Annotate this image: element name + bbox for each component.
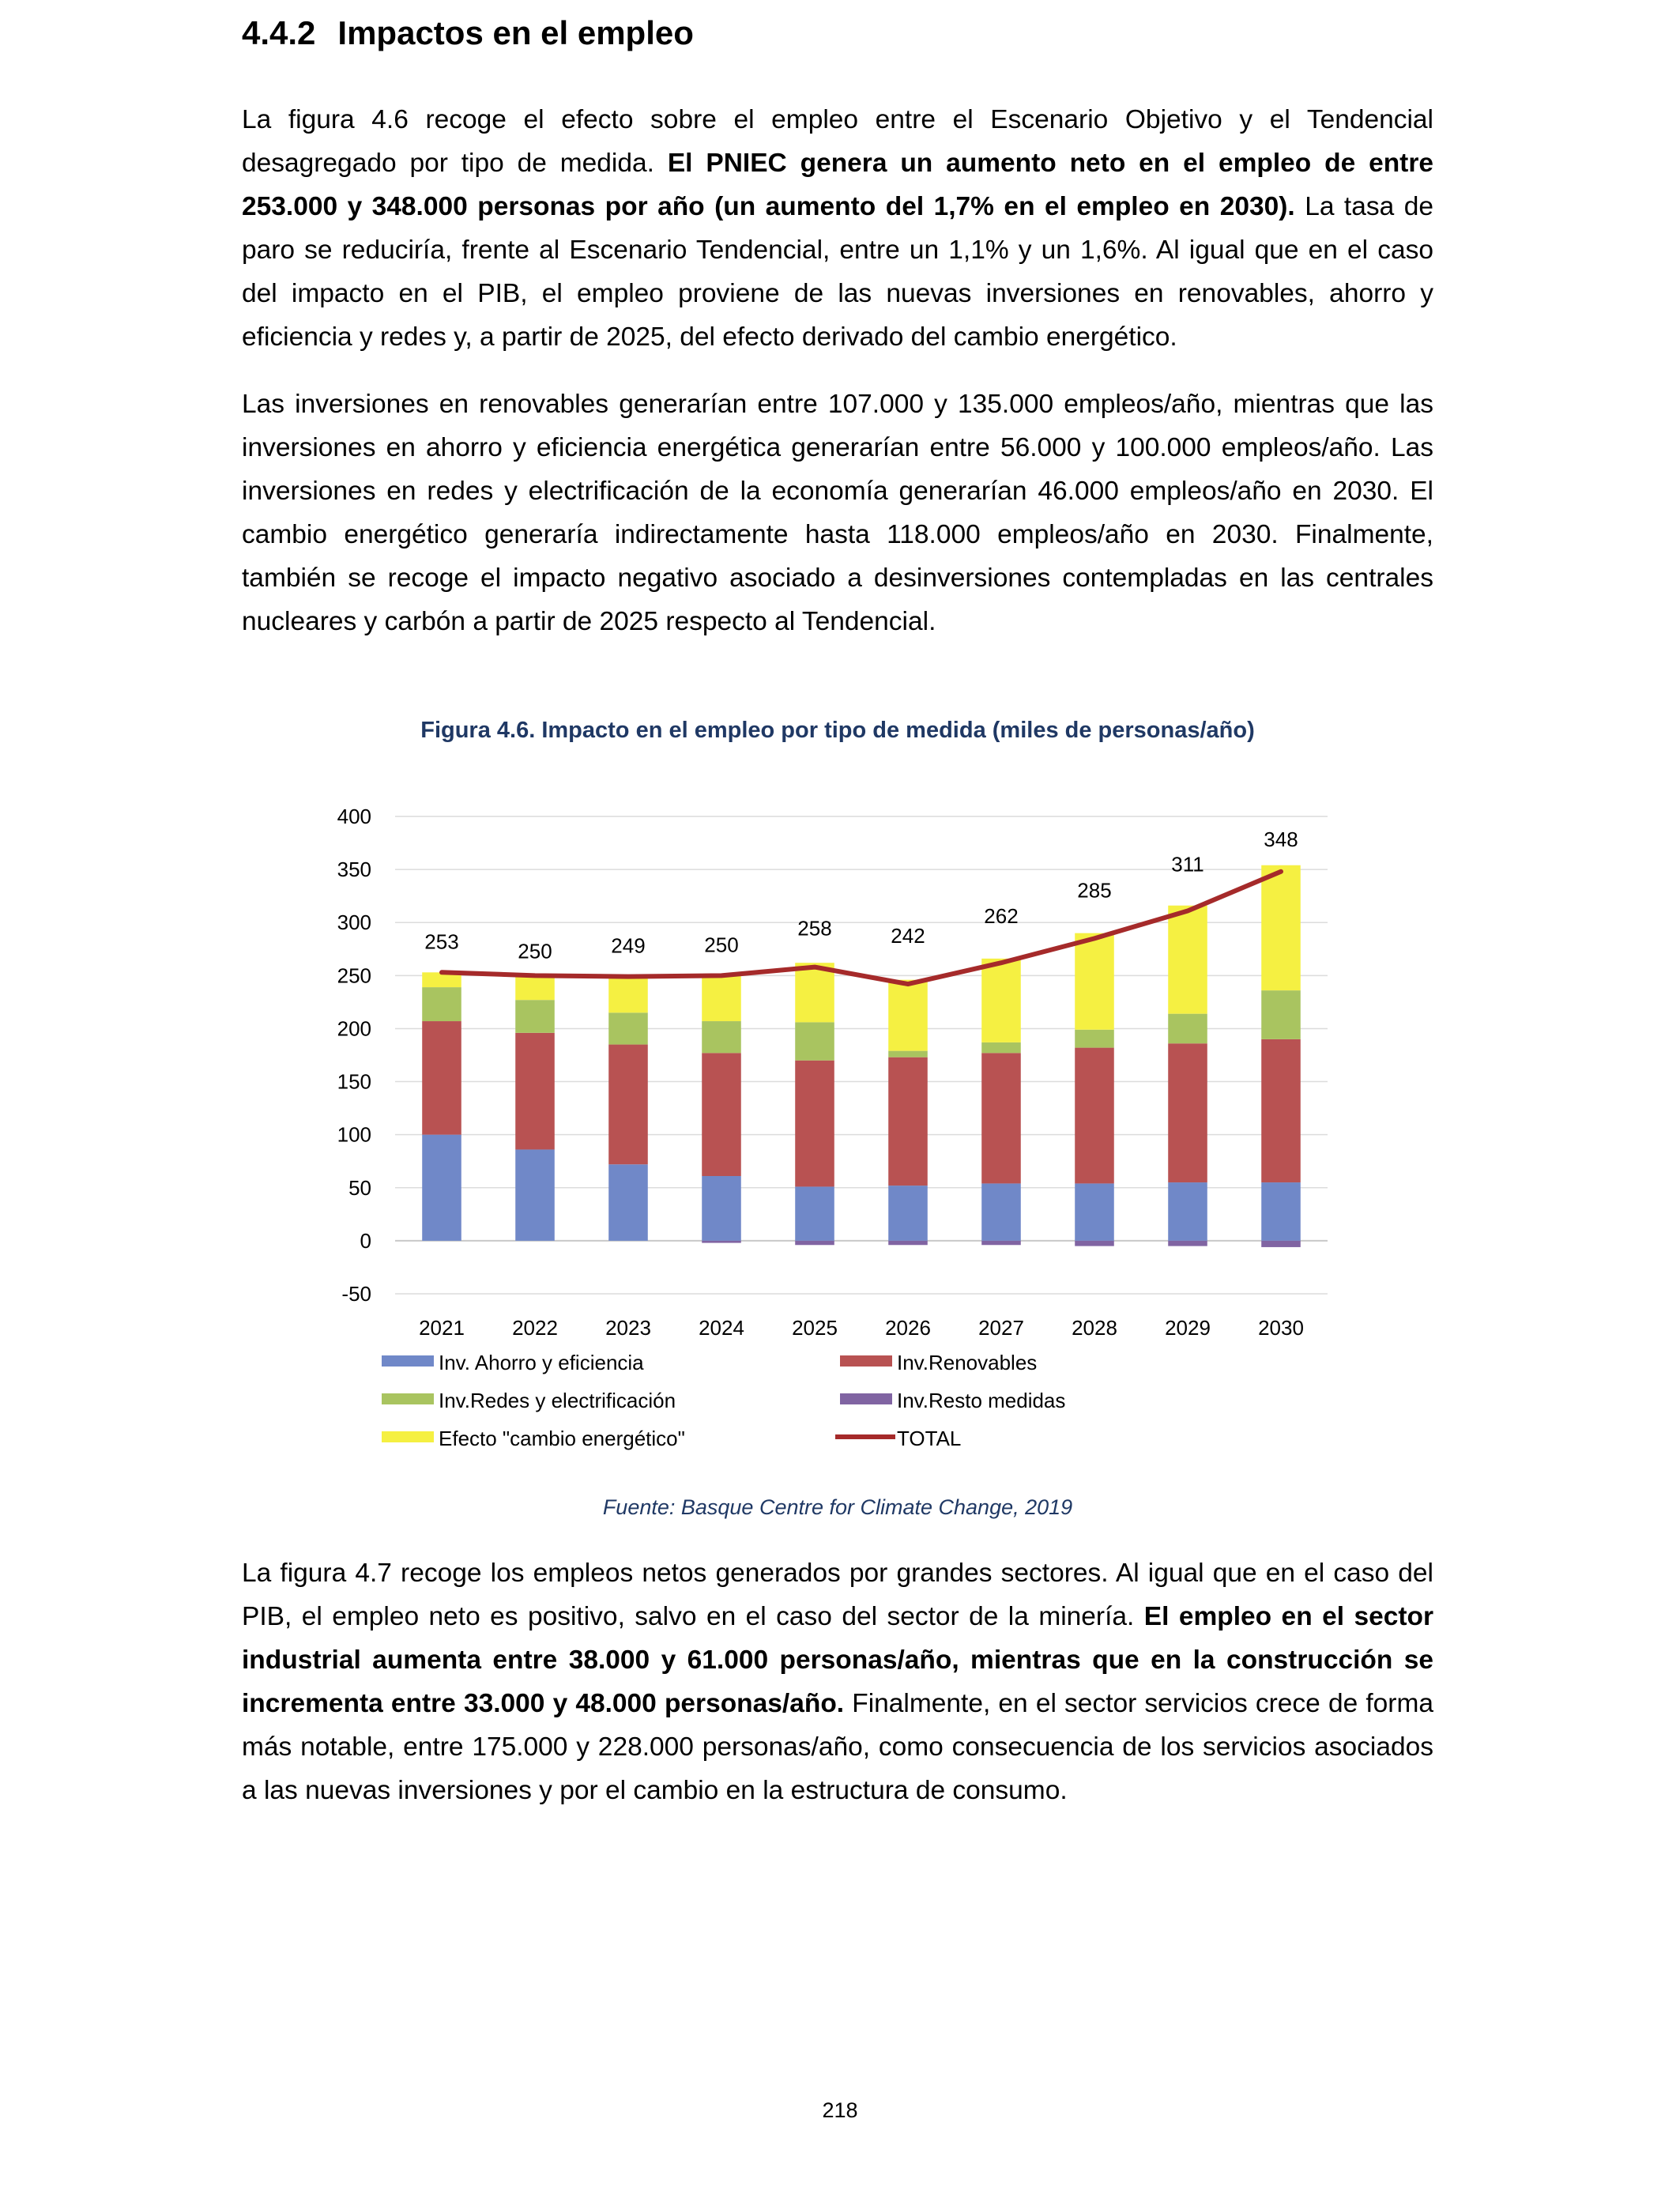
bar-segment	[1075, 1030, 1114, 1048]
x-tick-label: 2027	[978, 1316, 1024, 1340]
y-tick-label: 200	[337, 1016, 371, 1041]
total-data-label: 311	[1171, 852, 1204, 876]
paragraph-2: Las inversiones en renovables generarían entre 107.000 y 135.000 empleos/año, mientras que las inversiones en ahorro y eficiencia energética generarían entre 56.000 y 100.000 empleos/año. Las inversiones en redes y electrificación de la economía generarían 46.000 empleos/año en 2030. El cambio energético generaría indirectamente hasta 118.000 empleos/año en 2030. Finalmente, también se recoge el impacto negativo asociado a desinversiones contempladas en las centrales nucleares y carbón a partir de 2025 respecto al Tendencial.	[242, 390, 1433, 636]
total-data-label: 285	[1077, 878, 1112, 903]
figure-source: Fuente: Basque Centre for Climate Change, 2019	[602, 1495, 1073, 1519]
bar-segment	[1075, 1183, 1114, 1240]
bar-segment	[1075, 1048, 1114, 1184]
legend-swatch	[840, 1355, 892, 1367]
bar-segment	[888, 980, 928, 1051]
bar-segment	[1261, 1241, 1301, 1247]
total-line	[442, 872, 1281, 984]
bar-segment	[1168, 1241, 1207, 1246]
bar-segment	[795, 1061, 834, 1187]
bar-segment	[515, 975, 555, 1000]
x-tick-label: 2026	[885, 1316, 931, 1340]
section-heading	[242, 14, 694, 52]
paragraph-3-sentence-1: La figura 4.7 recoge los empleos netos generados por grandes sectores. Al igual que en el caso del PIB, el empleo neto es positivo, salvo en el caso del sector de la minería.	[242, 1559, 1433, 1631]
paragraph-3-bold: El empleo en el sector industrial aumenta entre 38.000 y 61.000 personas/año, mientras que en la construcción se incrementa entre 33.000 y 48.000 personas/año.	[242, 1602, 1434, 1718]
x-tick-label: 2029	[1165, 1316, 1211, 1340]
paragraph-3-sentence-3: Finalmente, en el sector servicios crece de forma más notable, entre 175.000 y 228.000 personas/año, como consecuencia de los servicios asociados a las nuevas inversiones y por el cambio en la estructura de consumo.	[242, 1689, 1433, 1805]
total-data-label: 348	[1264, 827, 1298, 851]
total-data-label: 253	[424, 929, 459, 954]
legend-label: Inv. Ahorro y eficiencia	[439, 1351, 644, 1374]
paragraph-1-bold: El PNIEC genera un aumento neto en el empleo de entre 253.000 y 348.000 personas por año (un aumento del 1,7% en el empleo en 2030).	[242, 149, 1433, 221]
bar-segment	[608, 1012, 648, 1044]
total-data-label: 262	[984, 904, 1019, 929]
legend-label: Efecto "cambio energético"	[439, 1427, 685, 1450]
bar-segment	[981, 959, 1021, 1042]
x-tick-label: 2021	[419, 1316, 465, 1340]
x-tick-label: 2023	[605, 1316, 651, 1340]
bar-segment	[1261, 990, 1301, 1039]
bar-segment	[888, 1057, 928, 1186]
bar-segment	[1261, 1039, 1301, 1182]
page-number: 218	[822, 2098, 858, 2122]
bar-segment	[795, 1186, 834, 1240]
bar-segment	[515, 1000, 555, 1033]
bar-segment	[1168, 1014, 1207, 1044]
bar-segment	[1261, 865, 1301, 990]
paragraph-3	[242, 1551, 1433, 1812]
paragraph-1-sentence-1: La figura 4.6 recoge el efecto sobre el empleo entre el Escenario Objetivo y el Tendencial desagregado por tipo de medida.	[242, 105, 1433, 178]
legend-label: TOTAL	[897, 1427, 962, 1450]
legend-layer	[382, 1351, 1065, 1450]
y-tick-label: 300	[337, 910, 371, 935]
bar-segment	[981, 1241, 1021, 1245]
total-data-label: 249	[611, 933, 646, 958]
employment-chart	[300, 782, 1375, 1494]
bar-segment	[422, 987, 461, 1021]
section-number: 4.4.2	[242, 14, 316, 51]
x-tick-label: 2028	[1072, 1316, 1117, 1340]
bar-segment	[795, 1241, 834, 1245]
bar-segment	[1168, 906, 1207, 1014]
bar-segment	[981, 1183, 1021, 1240]
bar-segment	[1075, 1241, 1114, 1246]
bar-segment	[515, 1033, 555, 1150]
bar-segment	[422, 1021, 461, 1135]
label-layer	[424, 827, 1298, 963]
bar-segment	[702, 1241, 741, 1243]
y-tick-label: 50	[348, 1175, 371, 1200]
bar-segment	[888, 1186, 928, 1241]
paragraph-1-sentence-3: La tasa de paro se reduciría, frente al Escenario Tendencial, entre un 1,1% y un 1,6%. Al igual que en el caso del impacto en el PIB, el empleo proviene de las nuevas inversiones en renovables, ahorro y eficiencia y redes y, a partir de 2025, del efecto derivado del cambio energético.	[242, 192, 1433, 352]
bar-segment	[422, 1135, 461, 1241]
bar-segment	[981, 1053, 1021, 1183]
bar-segment	[1075, 933, 1114, 1030]
y-tick-label: 350	[337, 858, 371, 882]
bar-segment	[888, 1051, 928, 1057]
bar-segment	[1168, 1182, 1207, 1241]
y-tick-label: 250	[337, 963, 371, 988]
legend-label: Inv.Renovables	[897, 1351, 1038, 1374]
bar-segment	[702, 975, 741, 1021]
bar-segment	[515, 1149, 555, 1240]
bar-segment	[608, 1045, 648, 1165]
total-data-label: 250	[518, 939, 552, 963]
total-data-label: 242	[891, 924, 925, 948]
chart-svg	[300, 782, 1375, 1494]
total-data-label: 258	[797, 916, 832, 941]
legend-label: Inv.Resto medidas	[897, 1389, 1066, 1412]
total-data-label: 250	[704, 933, 739, 957]
bar-segment	[981, 1042, 1021, 1053]
x-tick-label: 2024	[699, 1316, 744, 1340]
bar-segment	[702, 1021, 741, 1053]
legend-label: Inv.Redes y electrificación	[439, 1389, 676, 1412]
bar-segment	[795, 1022, 834, 1060]
legend-swatch	[382, 1393, 434, 1404]
line-layer	[442, 872, 1281, 984]
figure-caption: Figura 4.6. Impacto en el empleo por tipo de medida (miles de personas/año)	[420, 718, 1255, 743]
y-tick-label: 400	[337, 805, 371, 828]
bar-segment	[702, 1176, 741, 1241]
y-tick-label: -50	[341, 1282, 371, 1306]
legend-swatch	[840, 1393, 892, 1404]
y-tick-label: 0	[360, 1228, 371, 1253]
legend-swatch	[382, 1431, 434, 1442]
y-tick-label: 150	[337, 1069, 371, 1094]
bar-segment	[1168, 1043, 1207, 1182]
section-title: Impactos en el empleo	[337, 14, 694, 51]
bar-segment	[702, 1053, 741, 1176]
bar-segment	[608, 977, 648, 1013]
y-tick-label: 100	[337, 1122, 371, 1147]
bar-segment	[608, 1164, 648, 1241]
bar-segment	[888, 1241, 928, 1245]
x-tick-label: 2030	[1258, 1316, 1304, 1340]
x-tick-label: 2025	[792, 1316, 838, 1340]
legend-swatch	[382, 1355, 434, 1367]
bar-segment	[1261, 1182, 1301, 1241]
paragraph-1	[242, 98, 1433, 359]
x-tick-label: 2022	[512, 1316, 558, 1340]
